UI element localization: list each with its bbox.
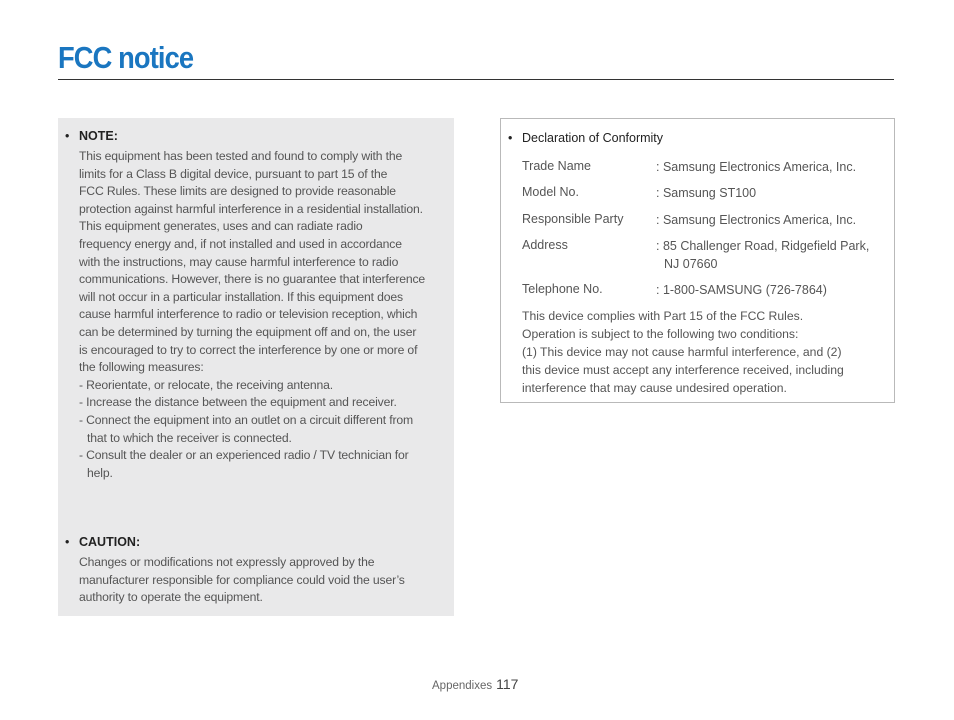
caution-line: authority to operate the equipment. xyxy=(79,590,263,605)
note-line: communications. However, there is no guarantee that interference xyxy=(79,272,426,287)
responsible-party-label: Responsible Party xyxy=(522,212,624,226)
note-line: is encouraged to try to correct the interference by one or more of xyxy=(79,342,418,357)
caution-line: Changes or modifications not expressly approved by the xyxy=(79,555,375,569)
caution-heading-label: CAUTION: xyxy=(79,535,141,549)
note-caution-panel xyxy=(58,118,454,616)
trade-name-text: : Samsung Electronics America, Inc. xyxy=(656,160,857,174)
measure-item: - Reorientate, or relocate, the receiving antenna. xyxy=(79,377,334,392)
measure-item: - Consult the dealer or an experienced radio / TV technician for xyxy=(79,448,409,463)
caution-heading xyxy=(65,535,140,549)
note-line: This equipment generates, uses and can radiate radio xyxy=(79,219,363,234)
measure-item: - Increase the distance between the equipment and receiver. xyxy=(79,395,397,410)
address-line-2: NJ 07660 xyxy=(664,257,718,271)
address-label: Address xyxy=(522,238,568,252)
responsible-party-value xyxy=(656,211,856,229)
bullet-icon: • xyxy=(65,535,70,549)
model-no-text: : Samsung ST100 xyxy=(656,186,757,200)
model-no-value xyxy=(656,184,756,202)
bullet-icon: • xyxy=(65,129,70,143)
note-line: with the instructions, may cause harmful interference to radio xyxy=(79,254,399,269)
compliance-statement xyxy=(522,307,844,397)
note-line: protection against harmful interference in a residential installation. xyxy=(79,201,423,216)
measure-item: - Connect the equipment into an outlet on a circuit different from xyxy=(79,412,414,427)
declaration-heading xyxy=(508,131,663,145)
note-line: This equipment has been tested and found to comply with the xyxy=(79,149,403,163)
declaration-of-conformity-box xyxy=(500,118,895,403)
caution-body xyxy=(79,554,405,607)
compliance-line: This device complies with Part 15 of the FCC Rules. xyxy=(522,309,804,323)
note-body xyxy=(79,148,425,482)
responsible-party-text: : Samsung Electronics America, Inc. xyxy=(656,213,857,227)
telephone-value xyxy=(656,281,827,299)
note-heading xyxy=(65,129,118,143)
bullet-icon: • xyxy=(508,131,513,145)
model-no-label: Model No. xyxy=(522,185,579,199)
page-title: FCC notice xyxy=(58,40,194,75)
telephone-label: Telephone No. xyxy=(522,282,603,296)
compliance-line: (1) This device may not cause harmful interference, and (2) xyxy=(522,345,842,359)
page-number: 117 xyxy=(496,676,519,692)
compliance-line: Operation is subject to the following two conditions: xyxy=(522,327,799,341)
note-line: limits for a Class B digital device, pursuant to part 15 of the xyxy=(79,166,388,181)
declaration-heading-label: Declaration of Conformity xyxy=(522,131,664,145)
trade-name-value xyxy=(656,158,856,176)
note-line: can be determined by turning the equipment off and on, the user xyxy=(79,324,417,339)
caution-line: manufacturer responsible for compliance could void the user’s xyxy=(79,572,405,587)
address-value xyxy=(656,237,869,273)
compliance-line: interference that may cause undesired operation. xyxy=(522,381,787,395)
note-line: will not occur in a particular installation. If this equipment does xyxy=(79,289,403,304)
page-footer xyxy=(432,676,518,692)
telephone-text: : 1-800-SAMSUNG (726-7864) xyxy=(656,283,827,297)
note-heading-label: NOTE: xyxy=(79,129,118,143)
title-divider xyxy=(58,79,894,80)
trade-name-label: Trade Name xyxy=(522,159,592,173)
note-line: cause harmful interference to radio or television reception, which xyxy=(79,307,418,322)
address-line-1: : 85 Challenger Road, Ridgefield Park, xyxy=(656,239,870,253)
measure-item-continued: that to which the receiver is connected. xyxy=(87,430,292,445)
compliance-line: this device must accept any interference received, including xyxy=(522,363,844,377)
note-line: the following measures: xyxy=(79,360,204,375)
note-line: FCC Rules. These limits are designed to provide reasonable xyxy=(79,184,396,199)
note-line: frequency energy and, if not installed and used in accordance xyxy=(79,236,402,251)
measure-item-continued: help. xyxy=(87,465,113,480)
footer-section-label: Appendixes xyxy=(432,680,493,692)
